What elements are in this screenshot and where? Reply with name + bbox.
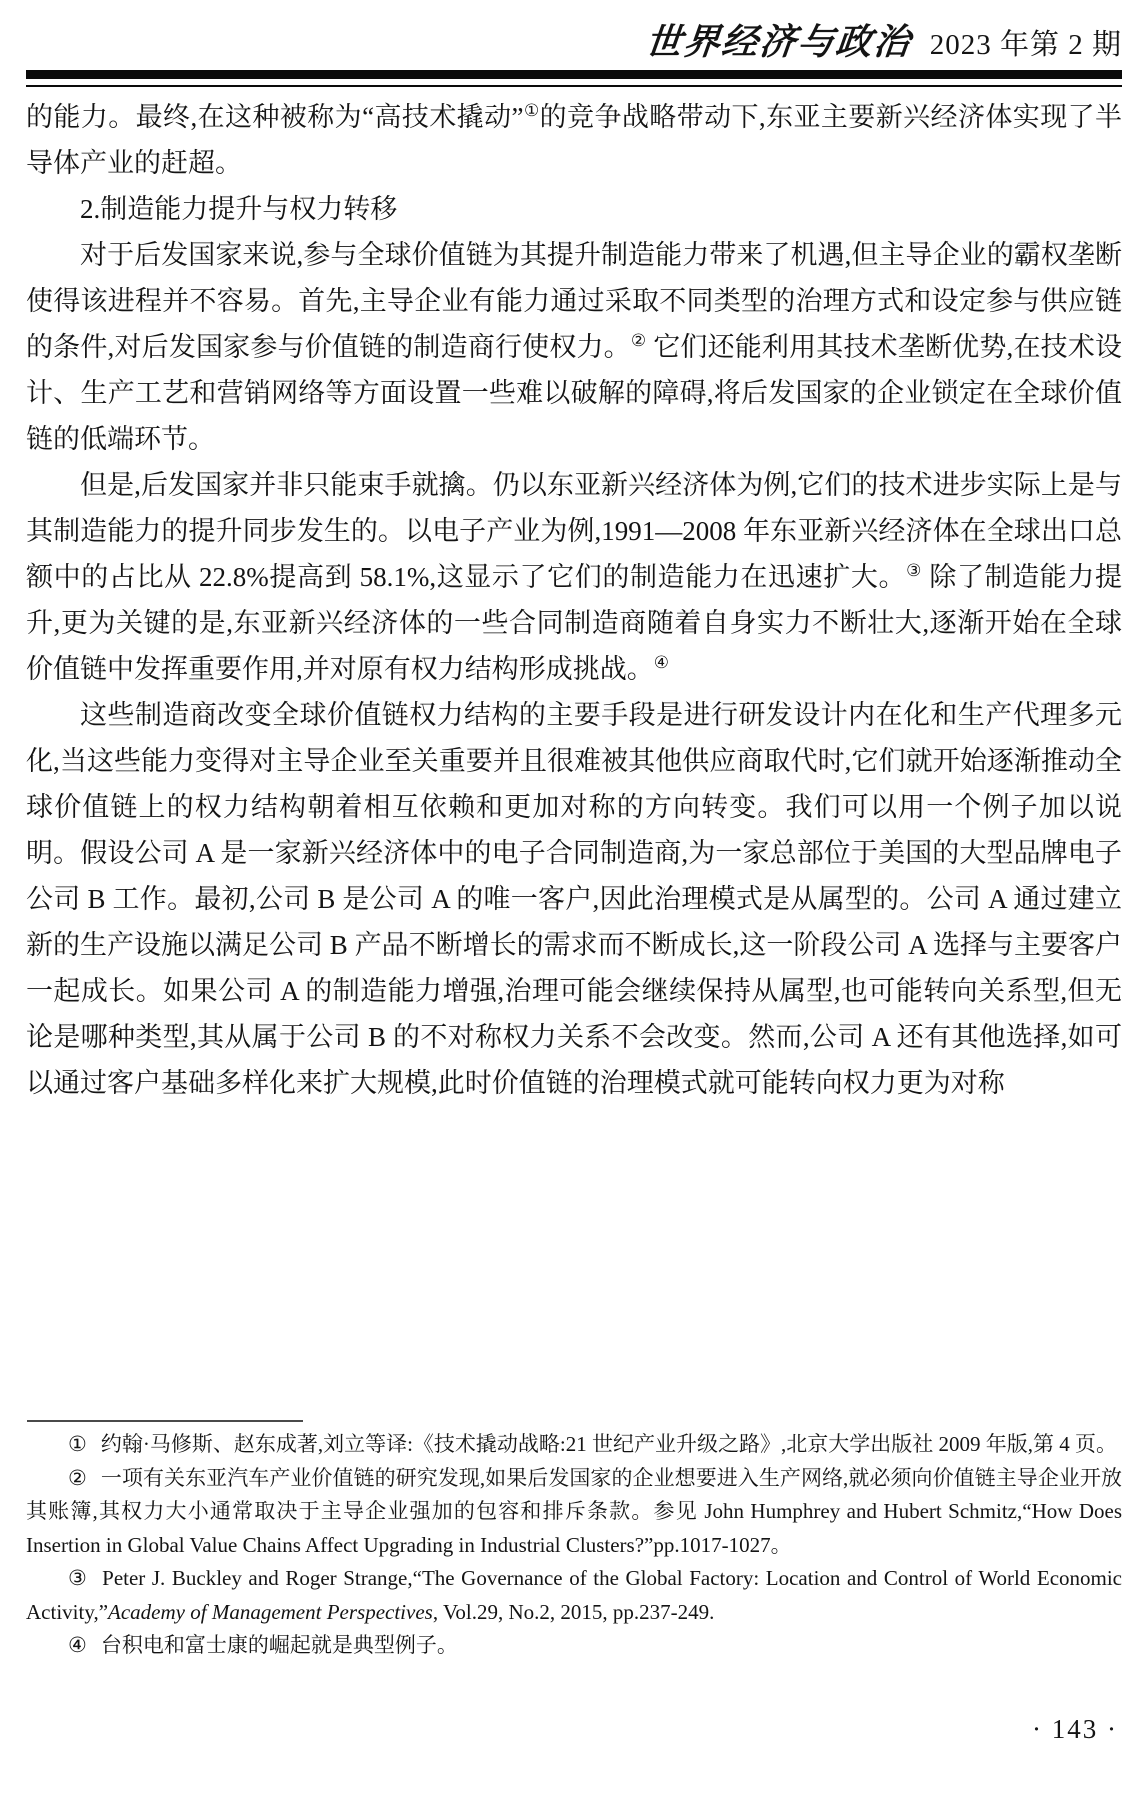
footnote-2-marker: ② — [68, 1465, 87, 1490]
journal-title: 世界经济与政治 — [643, 21, 914, 63]
footnote-3-journal-title: Academy of Management Perspectives — [108, 1599, 433, 1624]
footnote-ref-1: ① — [523, 101, 540, 120]
paragraph-4: 这些制造商改变全球价值链权力结构的主要手段是进行研发设计内在化和生产代理多元化,当这些能力变得对主导企业至关重要并且很难被其他供应商取代时,它们就开始逐渐推动全球价值链上的权力结构朝着相互依赖和更加对称的方向转变。我们可以用一个例子加以说明。假设公司 A 是一家新兴经济体中的电子合同制造商,为一家总部位于美国的大型品牌电子公司 B 工作。最初,公司 B 是公司 A 的唯一客户,因此治理模式是从属型的。公司 A 通过建立新的生产设施以满足公司 B 产品不断增长的需求而不断成长,这一阶段公司 A 选择与主要客户一起成长。如果公司 A 的制造能力增强,治理可能会继续保持从属型,也可能转向关系型,但无论是哪种类型,其从属于公司 B 的不对称权力关系不会改变。然而,公司 A 还有其他选择,如可以通过客户基础多样化来扩大规模,此时价值链的治理模式就可能转向权力更为对称 — [26, 700, 1122, 1098]
footnote-4-marker: ④ — [68, 1633, 87, 1657]
footnote-separator — [27, 1420, 303, 1422]
issue-info: 2023 年第 2 期 — [929, 29, 1122, 61]
paragraph-1-text: 的能力。最终,在这种被称为“高技术撬动” — [26, 102, 524, 132]
header-rule-thin — [26, 85, 1122, 87]
footnote-ref-4: ④ — [653, 653, 669, 672]
paragraph-2-text: 对于后发国家来说,参与全球价值链为其提升制造能力带来了机遇,但主导企业的霸权垄断使得该进程并不容易。首先,主导企业有能力通过采取不同类型的治理方式和设定参与供应链的条件,对后发国家参与价值链的制造商行使权力。 — [26, 240, 1122, 362]
footnote-2 — [26, 1462, 1122, 1563]
footnote-ref-3: ③ — [906, 561, 922, 580]
page-header — [26, 14, 1122, 65]
header-rule-thick — [26, 70, 1122, 79]
footnote-3-text-cont: , Vol.29, No.2, 2015, pp.237-249. — [432, 1599, 715, 1624]
paragraph-2 — [26, 232, 1122, 462]
footnote-1-marker: ① — [68, 1432, 87, 1456]
paragraph-1 — [26, 94, 1122, 186]
paragraph-2-text-cont: 它们还能利用其技术垄断优势,在技术设计、生产工艺和营销网络等方面设置一些难以破解的障碍,将后发国家的企业锁定在全球价值链的低端环节。 — [26, 332, 1122, 454]
paragraph-3 — [26, 462, 1122, 692]
footnote-1 — [26, 1428, 1122, 1462]
footnote-1-text: 约翰·马修斯、赵东成著,刘立等译:《技术撬动战略:21 世纪产业升级之路》,北京大学出版社 2009 年版,第 4 页。 — [100, 1432, 1117, 1456]
footnote-3-text: Peter J. Buckley and Roger Strange,“The Governance of the Global Factory: Location and Control of World Economic Activity,” — [26, 1566, 1123, 1624]
main-text — [26, 94, 1122, 1106]
section-heading: 2.制造能力提升与权力转移 — [80, 194, 398, 224]
page-number: · 143 · — [1032, 1714, 1118, 1744]
footnote-3 — [26, 1562, 1122, 1629]
footnote-ref-2: ② — [630, 331, 647, 350]
paragraph-1-text-cont: 的竞争战略带动下,东亚主要新兴经济体实现了半导体产业的赶超。 — [26, 102, 1123, 178]
footnotes-section — [26, 1428, 1122, 1663]
paragraph-3-text: 但是,后发国家并非只能束手就擒。仍以东亚新兴经济体为例,它们的技术进步实际上是与其制造能力的提升同步发生的。以电子产业为例,1991—2008 年东亚新兴经济体在全球出口总额中的占比从 22.8%提高到 58.1%,这显示了它们的制造能力在迅速扩大。 — [26, 470, 1122, 592]
paragraph-3-text-cont: 除了制造能力提升,更为关键的是,东亚新兴经济体的一些合同制造商随着自身实力不断壮大,逐渐开始在全球价值链中发挥重要作用,并对原有权力结构形成挑战。 — [26, 562, 1123, 684]
footnote-4-text: 台积电和富士康的崛起就是典型例子。 — [100, 1633, 458, 1657]
footnote-4 — [26, 1629, 1122, 1663]
footnote-2-text: 一项有关东亚汽车产业价值链的研究发现,如果后发国家的企业想要进入生产网络,就必须向价值链主导企业开放其账簿,其权力大小通常取决于主导企业强加的包容和排斥条款。参见 John Humphrey and Hubert Schmitz,“How Does Insertion in Global Value Chains Affect Upgrading in Industrial Clusters?”pp.1017-1027。 — [26, 1465, 1123, 1557]
footnote-3-marker: ③ — [68, 1566, 89, 1590]
